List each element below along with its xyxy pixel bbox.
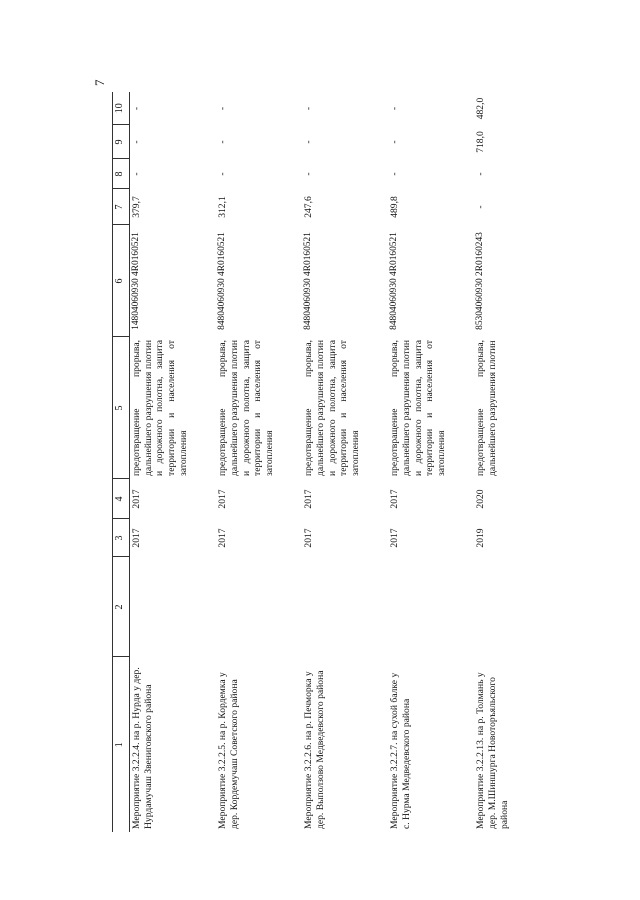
column-number-1: 1 — [113, 657, 130, 832]
column-number-10: 10 — [113, 92, 130, 125]
value-col-10: - — [131, 106, 142, 111]
budget-code: 85304060930 2R0160243 — [475, 232, 486, 330]
column-number-2: 2 — [113, 557, 130, 657]
table-row — [302, 92, 388, 832]
expected-result: предотвращение прорыва, дальнейшего разрушения плотин и дорожного полотна, защита территории и населения от затопления — [217, 340, 276, 476]
column-number-4: 4 — [113, 479, 130, 519]
measure-name: Мероприятие 3.2.2.13. на р. Толмань у дер. М.Шиншурга Новоторъяльского района — [475, 672, 510, 829]
budget-code: 84804060930 4R0160521 — [389, 232, 400, 330]
column-number-5: 5 — [113, 337, 130, 479]
value-col-8: - — [131, 172, 142, 176]
responsible-executor — [216, 557, 302, 657]
value-col-9: - — [303, 140, 315, 144]
end-year: 2017 — [389, 489, 401, 509]
value-col-9: - — [217, 140, 229, 144]
budget-code: 14804060930 4R0160521 — [131, 232, 141, 330]
value-col-9: - — [389, 140, 401, 144]
table-row — [130, 92, 217, 832]
column-number-6: 6 — [113, 225, 130, 337]
end-year: 2017 — [131, 489, 142, 509]
table-row — [474, 92, 527, 832]
value-col-10: 482,0 — [475, 97, 487, 120]
expected-result: предотвращение прорыва, дальнейшего разрушения плотин и дорожного полотна, защита территории и населения от затопления — [389, 340, 448, 476]
value-col-8: - — [475, 172, 487, 176]
end-year: 2017 — [303, 489, 315, 509]
expected-result: предотвращение прорыва, дальнейшего разрушения плотин и дорожного полотна, защита территории и населения от затопления — [131, 340, 189, 476]
start-year: 2017 — [303, 528, 315, 548]
value-col-7: 312,1 — [217, 196, 229, 218]
start-year: 2019 — [475, 528, 487, 548]
program-measures-table — [112, 92, 527, 832]
column-number-3: 3 — [113, 519, 130, 557]
start-year: 2017 — [131, 528, 142, 548]
start-year: 2017 — [389, 528, 401, 548]
value-col-9: 718,0 — [475, 131, 487, 153]
value-col-7: 379,7 — [131, 196, 142, 218]
measure-name: Мероприятие 3.2.2.5. на р. Кордемка у дер. Кордемучаш Советского района — [217, 672, 240, 829]
end-year: 2020 — [475, 489, 487, 509]
value-col-8: - — [389, 172, 401, 176]
start-year: 2017 — [217, 528, 229, 548]
value-col-7: - — [475, 205, 487, 209]
value-col-8: - — [303, 172, 315, 176]
responsible-executor — [388, 557, 474, 657]
value-col-7: 489,8 — [389, 196, 401, 218]
measure-name: Мероприятие 3.2.2.7. на сухой балке у с. Нурма Медведевского района — [389, 672, 412, 829]
rotated-table-container — [112, 92, 527, 832]
page-number: 7 — [92, 79, 107, 86]
value-col-8: - — [217, 172, 229, 176]
value-col-7: 247,6 — [303, 196, 315, 218]
expected-result: предотвращение прорыва, дальнейшего разрушения плотин — [475, 340, 498, 476]
measure-name: Мероприятие 3.2.2.6. на р. Печморка у дер. Выползово Медведевского района — [303, 670, 326, 829]
column-number-9: 9 — [113, 125, 130, 159]
end-year: 2017 — [217, 489, 229, 509]
value-col-9: - — [131, 140, 142, 144]
value-col-10: - — [217, 106, 229, 111]
value-col-10: - — [303, 106, 315, 111]
table-row — [388, 92, 474, 832]
budget-code: 84804060930 4R0160521 — [217, 232, 228, 330]
responsible-executor — [474, 557, 527, 657]
table-row — [216, 92, 302, 832]
column-number-row — [113, 92, 130, 832]
expected-result: предотвращение прорыва, дальнейшего разрушения плотин и дорожного полотна, защита территории и населения от затопления — [303, 340, 362, 476]
responsible-executor — [302, 557, 388, 657]
column-number-8: 8 — [113, 159, 130, 189]
column-number-7: 7 — [113, 189, 130, 225]
value-col-10: - — [389, 106, 401, 111]
responsible-executor — [130, 557, 217, 657]
budget-code: 84804060930 4R0160521 — [303, 232, 314, 330]
measure-name: Мероприятие 3.2.2.4. на р. Нурда у дер. Нурдамучаш Звениговского района — [131, 667, 154, 829]
